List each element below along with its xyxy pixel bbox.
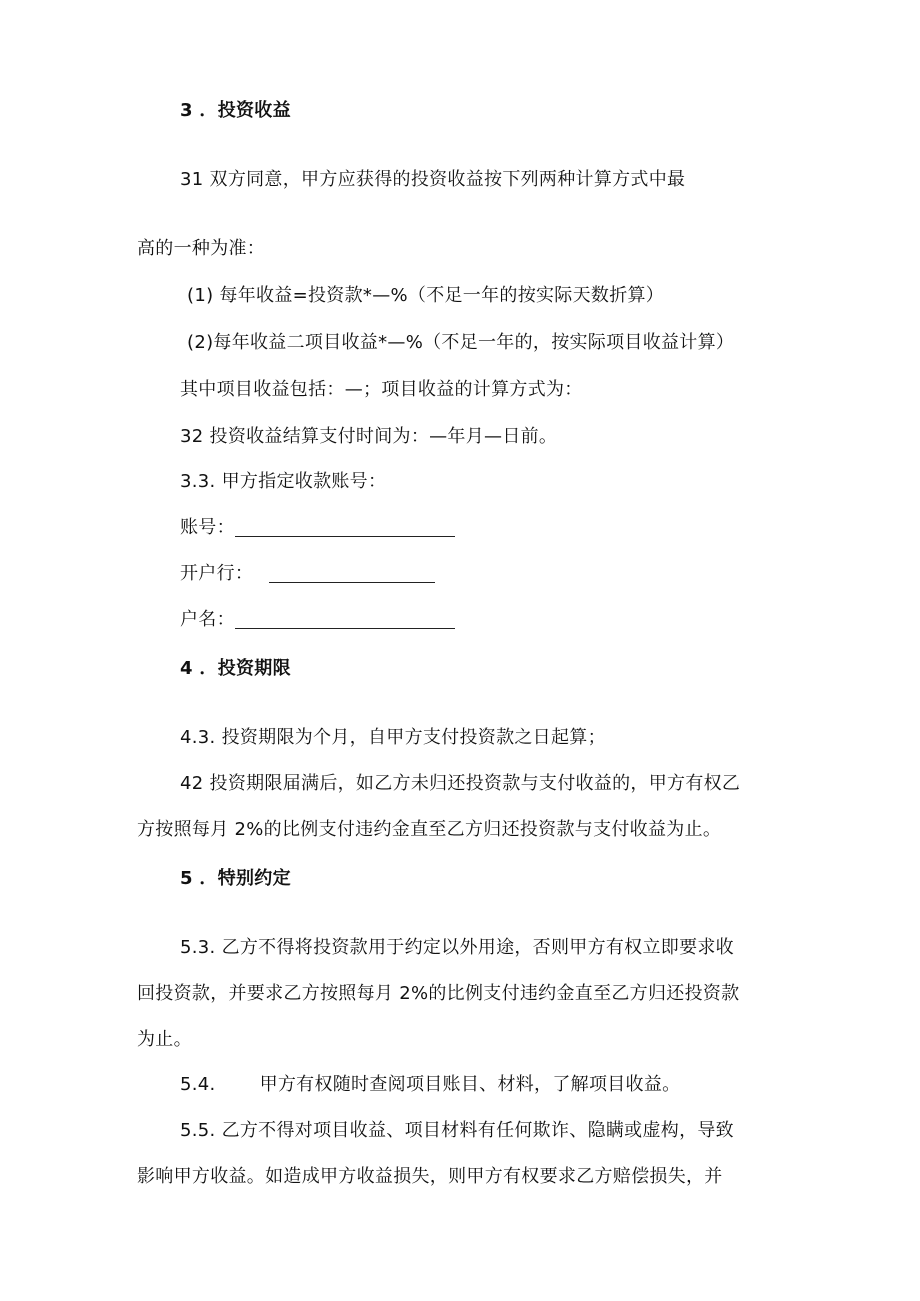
clause-5-4 [180,1072,680,1098]
clause-3-1-line-2: 高的一种为准： [137,238,266,259]
account-name-row [180,607,455,633]
formula-2: (2)每年收益二项目收益*—%（不足一年的，按实际项目收益计算） [187,332,735,353]
clause-5-3-line-1: 5.3. 乙方不得将投资款用于约定以外用途，否则甲方有权立即要求收 [180,937,734,958]
clause-5-5-line-1: 5.5. 乙方不得对项目收益、项目材料有任何欺诈、隐瞒或虚构，导致 [180,1120,734,1141]
bank-blank [269,562,435,583]
clause-5-3-line-3: 为止。 [137,1029,192,1050]
account-name-blank [235,608,455,629]
account-name-label: 户名： [180,609,235,630]
clause-5-5-line-2: 影响甲方收益。如造成甲方收益损失，则甲方有权要求乙方赔偿损失，并 [137,1166,723,1187]
account-number-row [180,515,455,541]
section-4-heading: 4 ．投资期限 [180,658,291,679]
clause-4-2-line-2: 方按照每月 2%的比例支付违约金直至乙方归还投资款与支付收益为止。 [137,819,722,840]
clause-3-1-line-1: 31 双方同意，甲方应获得的投资收益按下列两种计算方式中最 [180,169,686,190]
clause-3-2: 32 投资收益结算支付时间为：—年月—日前。 [180,426,558,447]
clause-3-3: 3.3. 甲方指定收款账号： [180,471,387,492]
project-income-definition: 其中项目收益包括：—；项目收益的计算方式为： [180,379,583,400]
clause-4-2-line-1: 42 投资期限届满后，如乙方未归还投资款与支付收益的，甲方有权乙 [180,773,741,794]
clause-5-4-text: 甲方有权随时查阅项目账目、材料，了解项目收益。 [259,1074,681,1095]
section-5-heading: 5 ．特别约定 [180,868,291,889]
clause-4-3: 4.3. 投资期限为个月，自甲方支付投资款之日起算； [180,727,606,748]
bank-row [180,561,435,587]
clause-5-3-line-2: 回投资款，并要求乙方按照每月 2%的比例支付违约金直至乙方归还投资款 [137,983,740,1004]
account-number-blank [235,516,455,537]
account-number-label: 账号： [180,517,235,538]
bank-label: 开户行： [180,563,254,584]
formula-1: (1) 每年收益=投资款*—%（不足一年的按实际天数折算） [187,285,665,306]
section-3-heading: 3 ．投资收益 [180,100,291,121]
clause-5-4-number: 5.4. [180,1074,216,1095]
